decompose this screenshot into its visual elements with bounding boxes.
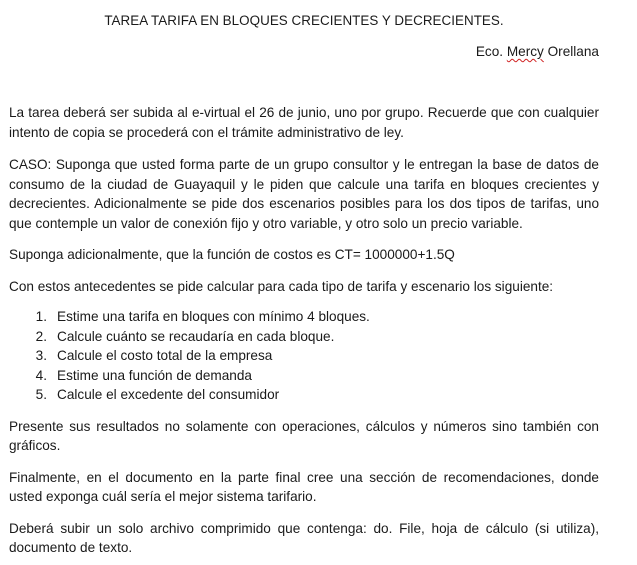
paragraph-results: Presente sus resultados no solamente con operaciones, cálculos y números sino también con gráficos. (9, 418, 599, 454)
paragraph-final: Finalmente, en el documento en la parte final cree una sección de recomendaciones, donde usted exponga cuál sería el mejor sistema tarifario. (9, 469, 599, 505)
list-item-number: 4. (35, 367, 47, 383)
paragraph-cost-function: Suponga adicionalmente, que la función de costos es CT= 1000000+1.5Q (9, 247, 455, 262)
author-first-name: Mercy (506, 44, 544, 59)
paragraph-case: CASO: Suponga que usted forma parte de un grupo consultor y le entregan la base de datos de consumo de la ciudad de Guayaquil y le piden que calcule una tarifa en bloques crecientes y decrecientes. Adicionalmente se pide dos escenarios posibles para los dos tipos de tarifas, uno que contemple un valor de conexión fijo y otro variable, y otro solo un precio variable. (9, 157, 599, 231)
document-author (476, 44, 599, 59)
list-item-number: 5. (35, 387, 47, 403)
document-title: TAREA TARIFA EN BLOQUES CRECIENTES Y DECRECIENTES. (104, 13, 504, 28)
list-item-text: Estime una función de demanda (57, 367, 252, 383)
author-prefix: Eco. (475, 44, 507, 59)
paragraph-upload: Deberá subir un solo archivo comprimido que contenga: do. File, hoja de cálculo (si utiliza), documento de texto. (9, 520, 599, 556)
list-item (35, 385, 599, 405)
list-item-number: 1. (35, 309, 47, 324)
list-item-number: 2. (35, 328, 47, 344)
paragraph-request: Con estos antecedentes se pide calcular para cada tipo de tarifa y escenario los siguiente: (9, 278, 554, 294)
document-body (9, 103, 599, 558)
list-item (35, 307, 599, 327)
list-item-text: Calcule el excedente del consumidor (57, 387, 280, 403)
list-item (35, 327, 599, 347)
list-item-text: Calcule el costo total de la empresa (57, 348, 273, 364)
task-list (9, 307, 599, 405)
author-last-name: Orellana (543, 44, 599, 59)
list-item-number: 3. (35, 348, 47, 364)
paragraph-intro: La tarea deberá ser subida al e-virtual el 26 de junio, uno por grupo. Recuerde que con cualquier intento de copia se procederá con el trámite administrativo de ley. (9, 105, 599, 140)
list-item-text: Calcule cuánto se recaudaría en cada bloque. (57, 328, 335, 344)
list-item-text: Estime una tarifa en bloques con mínimo 4 bloques. (57, 309, 370, 324)
list-item (35, 366, 599, 386)
list-item (35, 346, 599, 366)
